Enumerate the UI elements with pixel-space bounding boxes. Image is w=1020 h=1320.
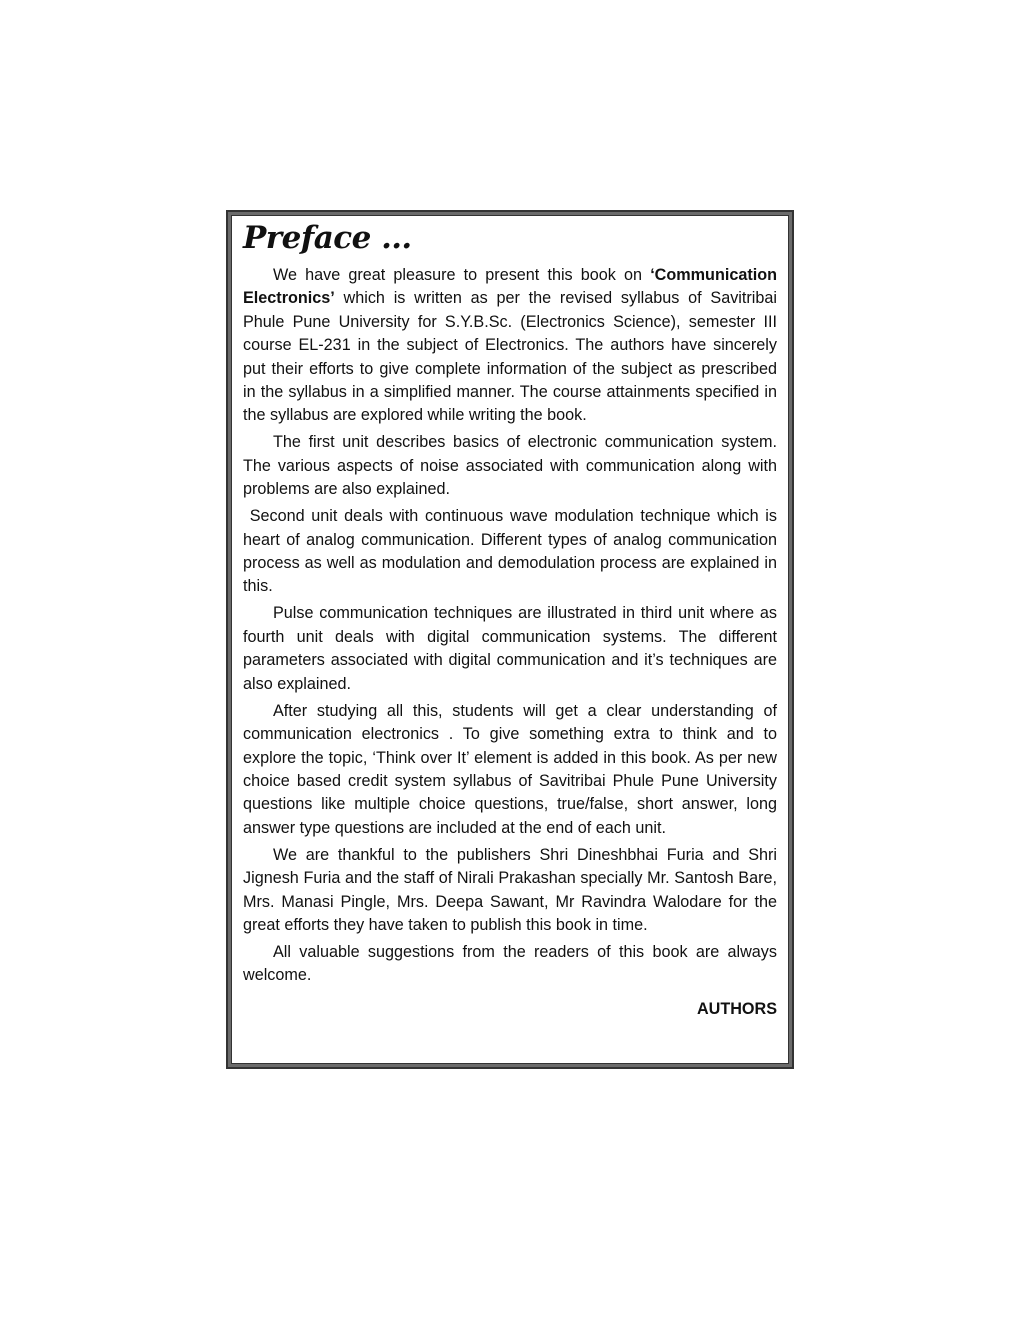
preface-paragraph-1 (243, 264, 777, 428)
preface-box (231, 215, 789, 1064)
preface-frame (226, 210, 794, 1069)
preface-paragraph-5: After studying all this, students will get a clear understanding of communication electronics . To give something extra to think and to explore the topic, ‘Think over It’ element is added in this book. As per new choice based credit system syllabus of Savitribai Phule Pune University questions like multiple choice questions, true/false, short answer, long answer type questions are included at the end of each unit. (243, 701, 777, 837)
paragraph-1-body: which is written as per the revised syllabus of Savitribai Phule Pune University for S.Y.B.Sc. (Electronics Science), semester III course EL-231 in the subject of Electronics. The authors have sincerely put their efforts to give complete information of the subject as prescribed in the syllabus in a simplified manner. The course attainments specified in the syllabus are explored while writing the book. (243, 289, 777, 425)
preface-title: Preface … (243, 220, 412, 256)
preface-paragraph-6: We are thankful to the publishers Shri Dineshbhai Furia and Shri Jignesh Furia and the staff of Nirali Prakashan specially Mr. Santosh Bare, Mrs. Manasi Pingle, Mrs. Deepa Sawant, Mr Ravindra Walodare for the great efforts they have taken to publish this book in time. (243, 845, 777, 934)
preface-paragraph-2: The first unit describes basics of electronic communication system. The various aspects of noise associated with communication along with problems are also explained. (243, 433, 777, 499)
paragraph-1-intro: We have great pleasure to present this book on (273, 266, 651, 284)
preface-paragraph-7: All valuable suggestions from the readers of this book are always welcome. (243, 942, 777, 985)
authors-signature: AUTHORS (696, 999, 777, 1018)
preface-paragraph-3: Second unit deals with continuous wave modulation technique which is heart of analog communication. Different types of analog communication process as well as modulation and demodulation process are explained in this. (243, 507, 782, 596)
book-title: ‘Communication Electronics’ (243, 266, 777, 308)
preface-paragraph-4: Pulse communication techniques are illustrated in third unit where as fourth unit deals with digital communication systems. The different parameters associated with digital communication and it’s techniques are also explained. (243, 604, 777, 693)
